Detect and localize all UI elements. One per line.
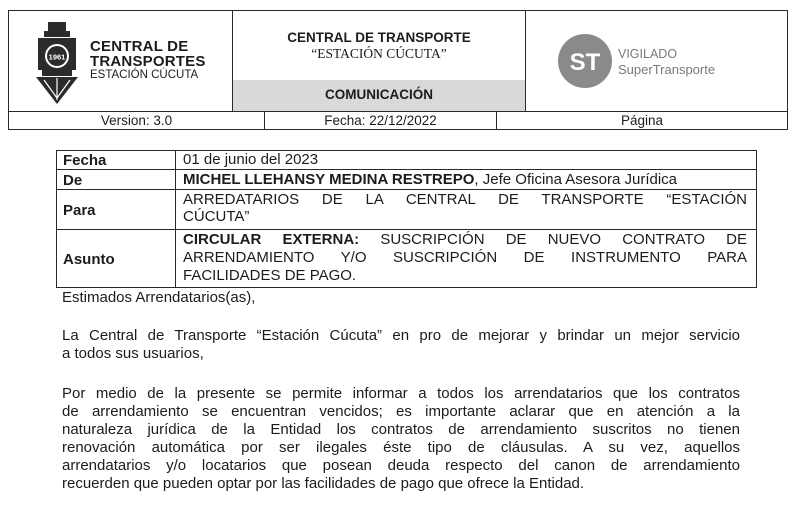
paragraph-1-line-2: a todos sus usuarios,	[62, 345, 204, 362]
logo-text-line1: CENTRAL DE	[90, 38, 189, 55]
paragraph-2-line-2: de arrendamiento se encuentran vencidos; es importante aclarar que en atención a la	[62, 403, 740, 420]
header-row-separator	[8, 111, 788, 112]
supertransporte-text-line1: VIGILADO	[618, 47, 678, 61]
locomotive-icon	[34, 20, 80, 106]
document-version: Version: 3.0	[100, 113, 173, 128]
memo-rule-2	[56, 189, 757, 190]
header-border-right	[787, 10, 788, 130]
de-name: MICHEL LLEHANSY MEDINA RESTREPO	[183, 171, 475, 188]
greeting: Estimados Arrendatarios(as),	[62, 289, 256, 306]
fecha-value: 01 de junio del 2023	[183, 151, 319, 168]
para-line1: ARREDATARIOS DE LA CENTRAL DE TRANSPORTE “ESTACIÓN	[183, 191, 747, 208]
memo-rule-top	[56, 150, 757, 151]
paragraph-2-line-1: Por medio de la presente se permite informar a todos los arrendatarios que los contratos	[62, 385, 740, 402]
logo-text-line2: TRANSPORTES	[90, 53, 206, 70]
asunto-line2: ARRENDAMIENTO Y/O SUSCRIPCIÓN DE INSTRUMENTO PARA	[183, 249, 747, 266]
document-page: Página	[620, 113, 664, 128]
asunto-bold: CIRCULAR EXTERNA:	[183, 231, 360, 248]
de-label: De	[63, 172, 83, 189]
document-date: Fecha: 22/12/2022	[324, 113, 437, 128]
asunto-line3: FACILIDADES DE PAGO.	[183, 267, 357, 284]
memo-rule-mid	[175, 150, 176, 288]
fecha-label: Fecha	[63, 152, 107, 169]
memo-rule-bottom	[56, 287, 757, 288]
memo-rule-1	[56, 169, 757, 170]
supertransporte-text-line2: SuperTransporte	[618, 62, 716, 77]
de-value	[183, 172, 677, 188]
paragraph-1-line-1: La Central de Transporte “Estación Cúcuta” en pro de mejorar y brindar un mejor servicio	[62, 327, 740, 344]
terminal-logo	[34, 20, 80, 106]
de-role: , Jefe Oficina Asesora Jurídica	[474, 171, 678, 188]
memo-rule-3	[56, 229, 757, 230]
para-label: Para	[63, 202, 96, 219]
logo-badge-number: 1961	[48, 52, 66, 62]
memo-rule-left	[56, 150, 57, 288]
para-line2: CÚCUTA”	[183, 208, 250, 225]
supertransporte-logo	[556, 32, 614, 90]
memo-rule-right	[756, 150, 757, 288]
supertransporte-emblem-icon	[556, 32, 614, 90]
header-subtitle: “ESTACIÓN CÚCUTA”	[311, 46, 447, 61]
paragraph-2-line-6: recuerden que pueden optar por las facilidades de pago que ofrece la Entidad.	[62, 475, 585, 492]
paragraph-2-line-3: naturaleza jurídica de la Entidad los contratos de arrendamiento suscritos no tienen	[62, 421, 740, 438]
header-border-top	[8, 10, 788, 11]
asunto-line1	[183, 232, 747, 248]
header-divider-2	[525, 10, 526, 111]
paragraph-2-line-5: arrendatarios y/o locatarios que posean deuda respecto del canon de arrendamiento	[62, 457, 740, 474]
document-type: COMUNICACIÓN	[325, 87, 433, 102]
header-border-left	[8, 10, 9, 130]
header-title: CENTRAL DE TRANSPORTE	[287, 30, 471, 45]
asunto-label: Asunto	[63, 251, 115, 268]
supertransporte-mark: ST	[569, 49, 601, 76]
asunto-line1-rest: SUSCRIPCIÓN DE NUEVO CONTRATO DE	[359, 231, 747, 248]
paragraph-2-line-4: renovación automática por ser ilegales éste tipo de cláusulas. A su vez, aquellos	[62, 439, 740, 456]
header-border-bottom	[8, 129, 788, 130]
logo-text-line3: ESTACIÓN CÚCUTA	[90, 69, 199, 81]
